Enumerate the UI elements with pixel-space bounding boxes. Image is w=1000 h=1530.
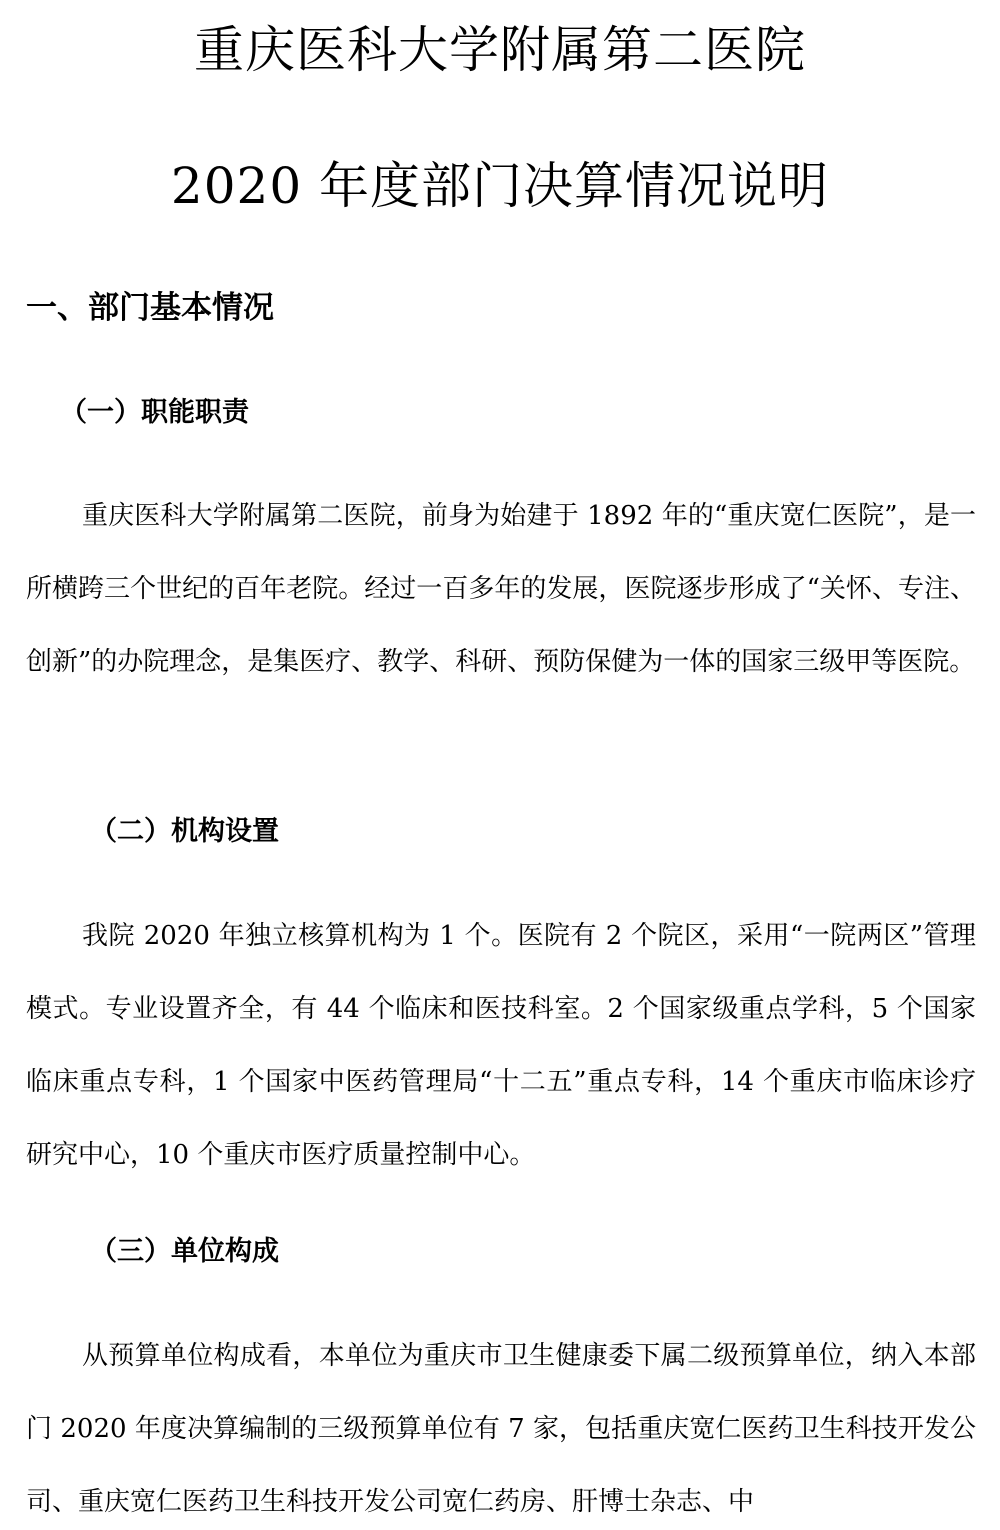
- subsection-heading-organization: （二）机构设置: [90, 816, 279, 847]
- document-title-line-2: 2020 年度部门决算情况说明: [170, 157, 830, 215]
- paragraph-unit-composition: 从预算单位构成看，本单位为重庆市卫生健康委下属二级预算单位，纳入本部门 2020 年度决算编制的三级预算单位有 7 家，包括重庆宽仁医药卫生科技开发公司、重庆宽仁医药卫生科技开发公司宽仁药房、肝博士杂志、中: [26, 1341, 976, 1517]
- paragraph-organization: 我院 2020 年独立核算机构为 1 个。医院有 2 个院区，采用“一院两区”管理模式。专业设置齐全，有 44 个临床和医技科室。2 个国家级重点学科，5 个国家临床重点专科，1 个国家中医药管理局“十二五”重点专科，14 个重庆市临床诊疗研究中心，10 个重庆市医疗质量控制中心。: [26, 921, 976, 1170]
- subsection-heading-unit-composition: （三）单位构成: [90, 1236, 279, 1267]
- paragraph-functions: 重庆医科大学附属第二医院，前身为始建于 1892 年的“重庆宽仁医院”，是一所横跨三个世纪的百年老院。经过一百多年的发展，医院逐步形成了“关怀、专注、创新”的办院理念，是集医疗、教学、科研、预防保健为一体的国家三级甲等医院。: [26, 501, 976, 677]
- subsection-heading-functions: （一）职能职责: [60, 397, 249, 428]
- section-heading-basic-info: 一、部门基本情况: [26, 290, 274, 326]
- document-title-line-1: 重庆医科大学附属第二医院: [194, 21, 806, 79]
